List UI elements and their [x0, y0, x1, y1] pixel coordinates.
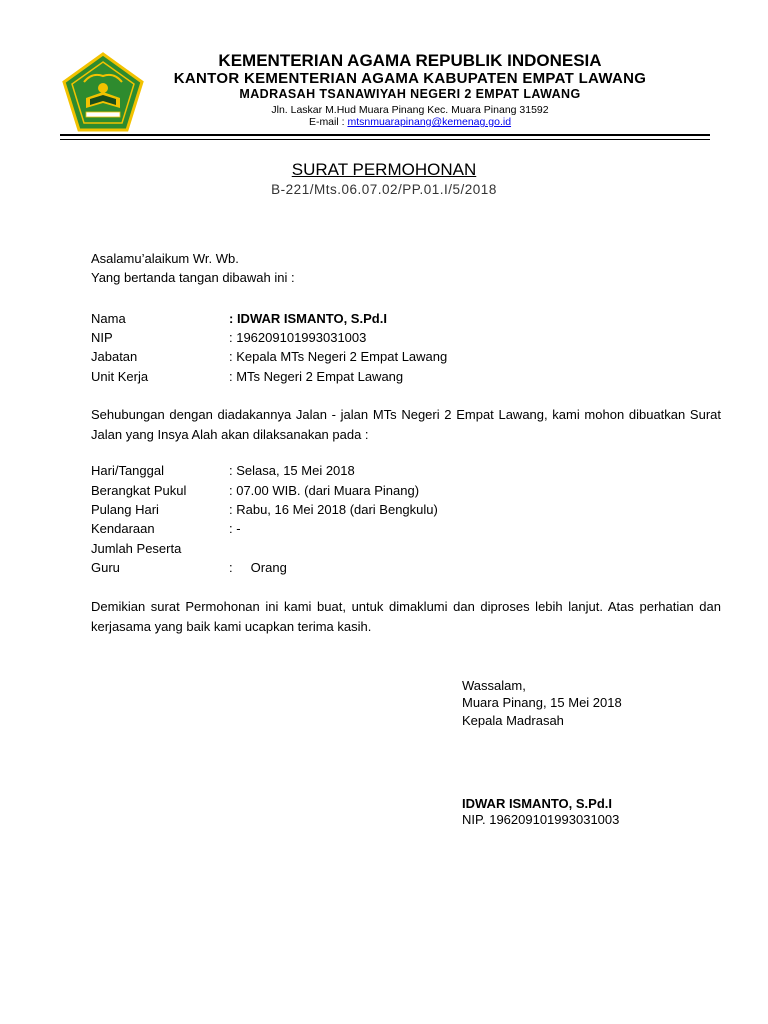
- school-address: Jln. Laskar M.Hud Muara Pinang Kec. Muara Pinang 31592: [271, 104, 549, 116]
- person-label: Nama: [91, 311, 126, 326]
- header-rule-thick: [60, 134, 710, 136]
- salutation: Wassalam,: [462, 678, 526, 693]
- office-name: KANTOR KEMENTERIAN AGAMA KABUPATEN EMPAT LAWANG: [173, 70, 647, 87]
- signer-nip: NIP. 196209101993031003: [462, 812, 620, 827]
- ministry-name: KEMENTERIAN AGAMA REPUBLIK INDONESIA: [218, 51, 602, 70]
- person-value: : Kepala MTs Negeri 2 Empat Lawang: [229, 349, 448, 364]
- detail-label: Jumlah Peserta: [91, 541, 182, 556]
- letter-title: SURAT PERMOHONAN: [291, 160, 477, 179]
- person-value: : 196209101993031003: [229, 330, 367, 345]
- detail-value: : Selasa, 15 Mei 2018: [229, 463, 355, 478]
- place-date: Muara Pinang, 15 Mei 2018: [462, 695, 622, 710]
- signer-name: IDWAR ISMANTO, S.Pd.I: [462, 796, 612, 811]
- email-link[interactable]: mtsnmuarapinang@kemenag.go.id: [347, 116, 512, 128]
- detail-value: : 07.00 WIB. (dari Muara Pinang): [229, 483, 420, 498]
- letter-number: B-221/Mts.06.07.02/PP.01.I/5/2018: [271, 182, 497, 197]
- detail-value: : Rabu, 16 Mei 2018 (dari Bengkulu): [229, 502, 438, 517]
- detail-label: Hari/Tanggal: [91, 463, 164, 478]
- person-label: Jabatan: [91, 349, 138, 364]
- closing-paragraph: Demikian surat Permohonan ini kami buat, untuk dimaklumi dan diproses lebih lanjut. Atas perhatian dan kerjasama yang baik kami ucapkan terima kasih.: [91, 599, 721, 634]
- detail-label: Berangkat Pukul: [91, 483, 187, 498]
- header-rule-thin: [60, 139, 710, 140]
- request-paragraph: Sehubungan dengan diadakannya Jalan - jalan MTs Negeri 2 Empat Lawang, kami mohon dibuatkan Surat Jalan yang Insya Alah akan dilaksanakan pada :: [91, 407, 721, 442]
- person-label: Unit Kerja: [91, 369, 149, 384]
- detail-value: : -: [229, 521, 241, 536]
- kemenag-logo: [62, 52, 144, 132]
- greeting: Asalamu’alaikum Wr. Wb.: [91, 251, 239, 266]
- person-label: NIP: [91, 330, 113, 345]
- detail-label: Kendaraan: [91, 521, 155, 536]
- email-label: E-mail :: [308, 116, 348, 128]
- intro: Yang bertanda tangan dibawah ini :: [91, 270, 295, 285]
- detail-label: Guru: [91, 560, 120, 575]
- detail-label: Pulang Hari: [91, 502, 159, 517]
- detail-value: : Orang: [229, 560, 287, 575]
- school-name: MADRASAH TSANAWIYAH NEGERI 2 EMPAT LAWANG: [239, 87, 581, 101]
- email-line: [150, 116, 670, 128]
- person-value: : MTs Negeri 2 Empat Lawang: [229, 369, 404, 384]
- person-value: : IDWAR ISMANTO, S.Pd.I: [229, 311, 387, 326]
- signer-position: Kepala Madrasah: [462, 713, 564, 728]
